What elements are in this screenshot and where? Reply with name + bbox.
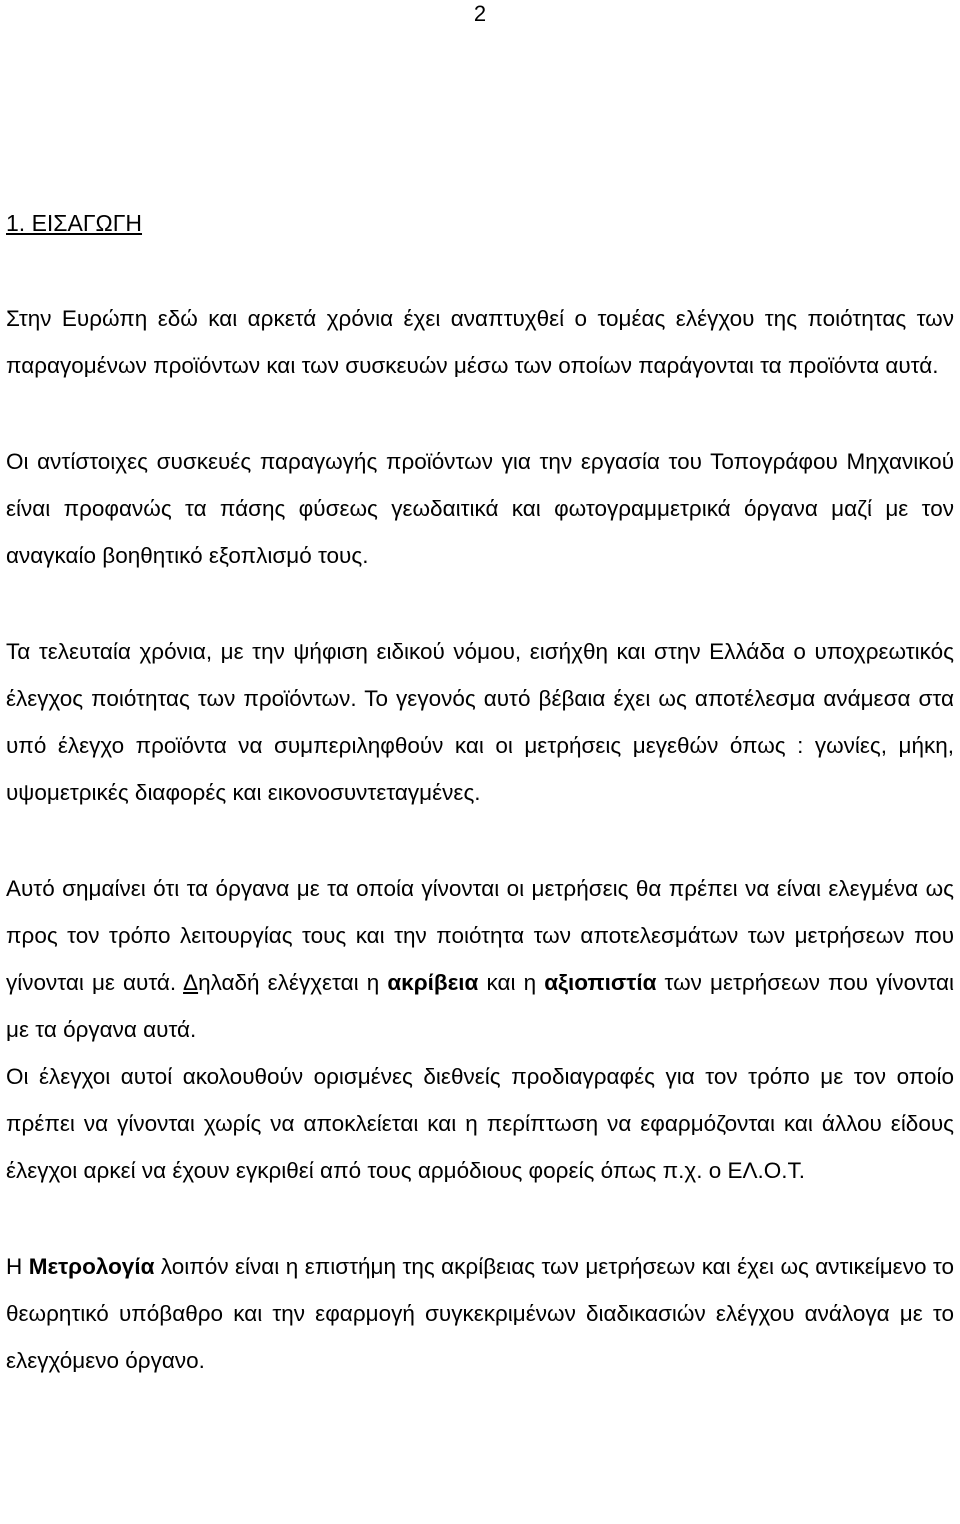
underlined-letter: Δ xyxy=(183,970,199,995)
bold-term-accuracy: ακρίβεια xyxy=(387,970,479,995)
page-number: 2 xyxy=(473,1,487,26)
section-heading: 1. ΕΙΣΑΓΩΓΗ xyxy=(6,210,143,236)
paragraph-accuracy: Αυτό σημαίνει ότι τα όργανα με τα οποία γίνονται οι μετρήσεις θα πρέπει να είναι ελεγμένα ως προς τον τρόπο λειτουργίας τους και την ποιότητα των αποτελεσμάτων των μετρήσεων που γίνονται με αυτά. Δηλαδή ελέγχεται η ακρίβεια και η αξιοπιστία των μετρήσεων που γίνονται με τα όργανα αυτά. xyxy=(6,876,955,1042)
paragraph-intro: Στην Ευρώπη εδώ και αρκετά χρόνια έχει αναπτυχθεί ο τομέας ελέγχου της ποιότητας των παραγομένων προϊόντων και των συσκευών μέσω των οποίων παράγονται τα προϊόντα αυτά. xyxy=(6,306,954,378)
paragraph-standards: Οι έλεγχοι αυτοί ακολουθούν ορισμένες διεθνείς προδιαγραφές για τον τρόπο με τον οποίο πρέπει να γίνονται χωρίς να αποκλείεται και η περίπτωση να εφαρμόζονται και άλλου είδους έλεγχοι αρκεί να έχουν εγκριθεί από τους αρμόδιους φορείς όπως π.χ. ο ΕΛ.Ο.Τ. xyxy=(6,1064,954,1183)
document-body xyxy=(6,200,954,1384)
paragraph-greek-law: Τα τελευταία χρόνια, με την ψήφιση ειδικού νόμου, εισήχθη και στην Ελλάδα ο υποχρεωτικός έλεγχος ποιότητας των προϊόντων. Το γεγονός αυτό βέβαια έχει ως αποτέλεσμα ανάμεσα στα υπό έλεγχο προϊόντα να συμπεριληφθούν και οι μετρήσεις μεγεθών όπως : γωνίες, μήκη, υψομετρικές διαφορές και εικονοσυντεταγμένες. xyxy=(6,639,954,805)
paragraph-instruments: Οι αντίστοιχες συσκευές παραγωγής προϊόντων για την εργασία του Τοπογράφου Μηχανικού είναι προφανώς τα πάσης φύσεως γεωδαιτικά και φωτογραμμετρικά όργανα μαζί με τον αναγκαίο βοηθητικό εξοπλισμό τους. xyxy=(6,449,954,568)
paragraph-metrology: Η Μετρολογία λοιπόν είναι η επιστήμη της ακρίβειας των μετρήσεων και έχει ως αντικείμενο το θεωρητικό υπόβαθρο και την εφαρμογή συγκεκριμένων διαδικασιών ελέγχου ανάλογα με το ελεγχόμενο όργανο. xyxy=(6,1254,955,1373)
bold-term-reliability: αξιοπιστία xyxy=(544,970,657,995)
bold-term-metrology: Μετρολογία xyxy=(28,1254,155,1279)
